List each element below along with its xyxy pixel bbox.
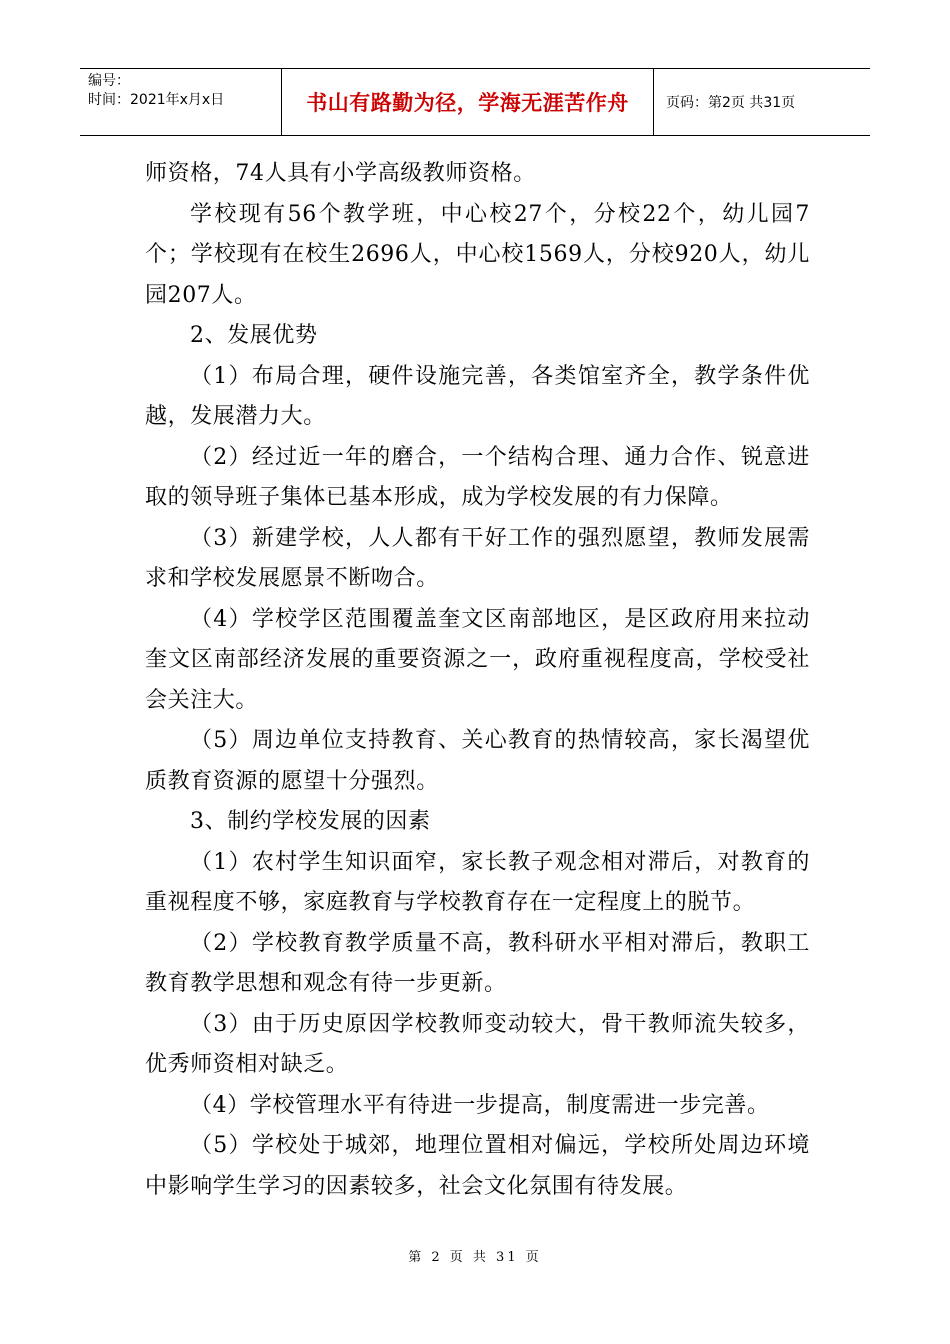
section-heading-advantages: 2、发展优势 — [190, 323, 318, 348]
paragraph-constraint-2: （2）学校教育教学质量不高，教科研水平相对滞后，教职工教育教学思想和观念有待一步更新。 — [145, 930, 810, 996]
paragraph-advantage-3: （3）新建学校，人人都有干好工作的强烈愿望，教师发展需求和学校发展愿景不断吻合。 — [145, 525, 810, 591]
paragraph-constraint-5: （5）学校处于城郊，地理位置相对偏远，学校所处周边环境中影响学生学习的因素较多，社会文化氛围有待发展。 — [145, 1133, 810, 1199]
time-label: 时间：2021年x月x日 — [88, 92, 225, 108]
paragraph-constraint-1: （1）农村学生知识面窄，家长教子观念相对滞后，对教育的重视程度不够，家庭教育与学校教育存在一定程度上的脱节。 — [145, 849, 810, 915]
paragraph-advantage-5: （5）周边单位支持教育、关心教育的热情较高，家长渴望优质教育资源的愿望十分强烈。 — [145, 728, 810, 794]
paragraph-class-stats: 学校现有56个教学班，中心校27个，分校22个，幼儿园7个；学校现有在校生2696人，中心校1569人，分校920人，幼儿园207人。 — [145, 201, 810, 308]
number-label: 编号： — [88, 73, 130, 89]
page-footer: 第 2 页 共 31 页 — [408, 1250, 542, 1265]
paragraph-constraint-3: （3）由于历史原因学校教师变动较大，骨干教师流失较多，优秀师资相对缺乏。 — [145, 1011, 810, 1077]
header-page-info: 页码：第2页 共31页 — [666, 95, 796, 111]
document-body — [145, 154, 810, 1207]
header-motto: 书山有路勤为径，学海无涯苦作舟 — [282, 69, 654, 135]
section-heading-constraints: 3、制约学校发展的因素 — [190, 809, 431, 834]
paragraph-advantage-4: （4）学校学区范围覆盖奎文区南部地区，是区政府用来拉动奎文区南部经济发展的重要资源之一，政府重视程度高，学校受社会关注大。 — [145, 606, 810, 713]
paragraph-constraint-4: （4）学校管理水平有待进一步提高，制度需进一步完善。 — [190, 1092, 770, 1118]
paragraph-continuation: 师资格，74人具有小学高级教师资格。 — [145, 161, 536, 186]
paragraph-advantage-2: （2）经过近一年的磨合，一个结构合理、通力合作、锐意进取的领导班子集体已基本形成，成为学校发展的有力保障。 — [145, 444, 810, 510]
paragraph-advantage-1: （1）布局合理，硬件设施完善，各类馆室齐全，教学条件优越，发展潜力大。 — [145, 363, 810, 429]
document-header — [80, 68, 870, 136]
header-meta — [80, 69, 282, 135]
